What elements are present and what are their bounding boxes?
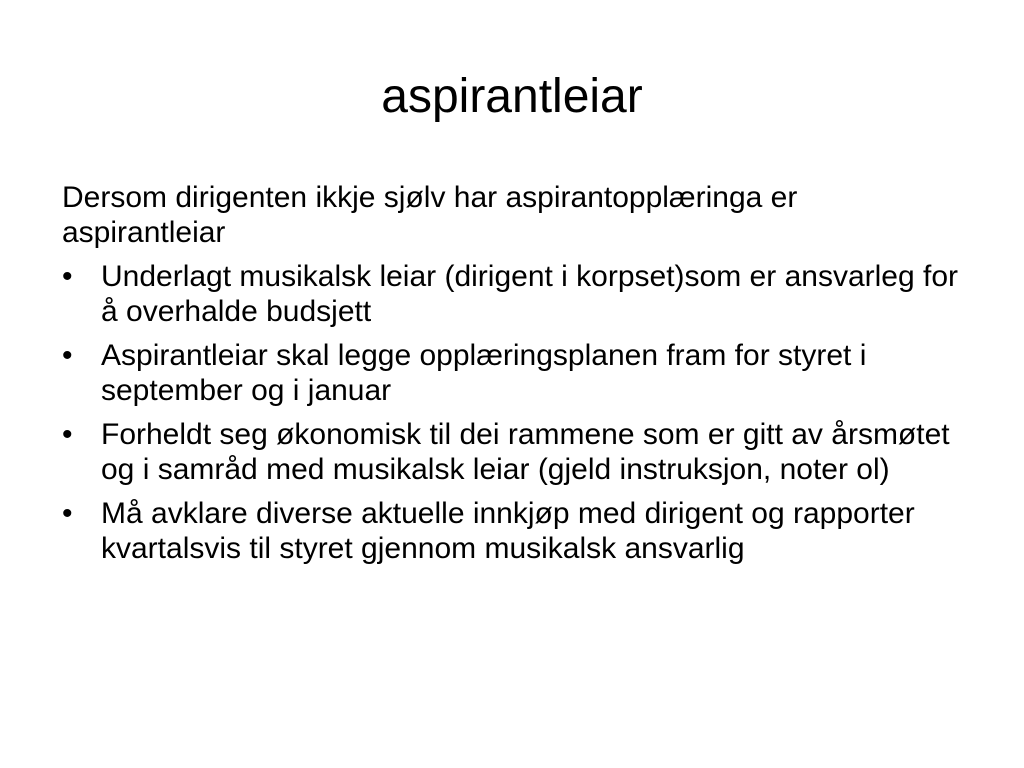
bullet-text: Må avklare diverse aktuelle innkjøp med dirigent og rapporter kvartalsvis til styret gjennom musikalsk ansvarlig [101, 497, 915, 565]
bullet-marker: • [62, 418, 73, 451]
bullet-marker: • [62, 260, 73, 293]
bullet-item [62, 259, 967, 329]
bullet-text: Underlagt musikalsk leiar (dirigent i korpset)som er ansvarleg for å overhalde budsjett [101, 260, 958, 328]
bullet-text: Aspirantleiar skal legge opplæringsplanen fram for styret i september og i januar [101, 339, 867, 407]
slide-body [62, 180, 967, 575]
bullet-item [62, 496, 967, 566]
bullet-marker: • [62, 497, 73, 530]
bullet-text: Forheldt seg økonomisk til dei rammene som er gitt av årsmøtet og i samråd med musikalsk leiar (gjeld instruksjon, noter ol) [101, 418, 950, 486]
bullet-list [62, 259, 967, 566]
intro-paragraph: Dersom dirigenten ikkje sjølv har aspirantopplæringa er aspirantleiar [62, 181, 798, 249]
slide-title: aspirantleiar [381, 70, 643, 123]
bullet-item [62, 417, 967, 487]
bullet-item [62, 338, 967, 408]
bullet-marker: • [62, 339, 73, 372]
